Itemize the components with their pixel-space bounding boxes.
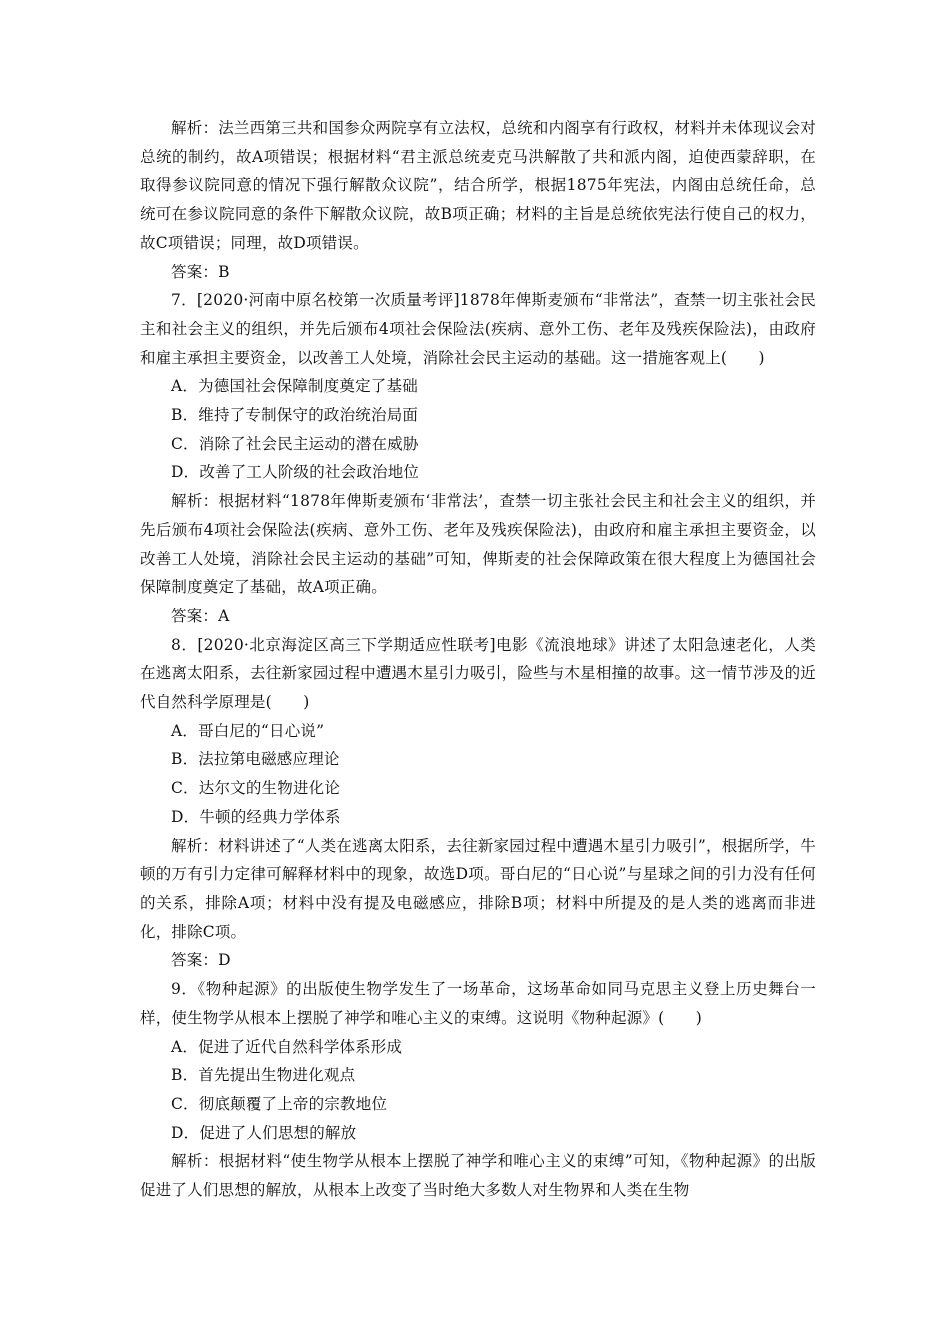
document-page — [140, 114, 816, 1205]
question-7: 7．[2020·河南中原名校第一次质量考评]1878年俾斯麦颁布“非常法”，查禁一切主张社会民主和社会主义的组织，并先后颁布4项社会保险法(疾病、意外工伤、老年及残疾保险法)，由政府和雇主承担主要资金，以改善工人处境，消除社会民主运动的基础。这一措施客观上( ) — [140, 291, 816, 367]
question-8-option-c: C．达尔文的生物进化论 — [171, 779, 341, 798]
answer-6: 答案：B — [171, 262, 230, 281]
question-8-option-d: D．牛顿的经典力学体系 — [171, 807, 341, 826]
answer-7: 答案：A — [171, 606, 230, 625]
question-7-option-a: A．为德国社会保障制度奠定了基础 — [171, 377, 418, 396]
question-9-option-d: D．促进了人们思想的解放 — [171, 1123, 357, 1142]
analysis-paragraph-9: 解析：根据材料“使生物学从根本上摆脱了神学和唯心主义的束缚”可知，《物种起源》的出版促进了人们思想的解放，从根本上改变了当时绝大多数人对生物界和人类在生物 — [140, 1152, 816, 1200]
analysis-paragraph-7: 解析：根据材料“1878年俾斯麦颁布‘非常法’，查禁一切主张社会民主和社会主义的组织，并先后颁布4项社会保险法(疾病、意外工伤、老年及残疾保险法)，由政府和雇主承担主要资金，以改善工人处境，消除社会民主运动的基础”可知，俾斯麦的社会保障政策在很大程度上为德国社会保障制度奠定了基础，故A项正确。 — [140, 492, 816, 597]
answer-8: 答案：D — [171, 951, 231, 970]
question-9: 9．《物种起源》的出版使生物学发生了一场革命，这场革命如同马克思主义登上历史舞台一样，使生物学从根本上摆脱了神学和唯心主义的束缚。这说明《物种起源》( ) — [140, 980, 816, 1027]
question-8: 8．[2020·北京海淀区高三下学期适应性联考]电影《流浪地球》讲述了太阳急速老化，人类在逃离太阳系，去往新家园过程中遭遇木星引力吸引，险些与木星相撞的故事。这一情节涉及的近代自然科学原理是( ) — [140, 635, 816, 712]
question-8-option-a: A．哥白尼的“日心说” — [171, 721, 325, 740]
question-8-option-b: B．法拉第电磁感应理论 — [171, 750, 340, 769]
analysis-paragraph-6: 解析：法兰西第三共和国参众两院享有立法权，总统和内阁享有行政权，材料并未体现议会对总统的制约，故A项错误；根据材料“君主派总统麦克马洪解散了共和派内阁，迫使西蒙辞职，在取得参议院同意的情况下强行解散众议院”，结合所学，根据1875年宪法，内阁由总统任命，总统可在参议院同意的条件下解散众议院，故B项正确；材料的主旨是总统依宪法行使自己的权力，故C项错误；同理，故D项错误。 — [140, 119, 816, 252]
question-9-option-a: A．促进了近代自然科学体系形成 — [171, 1037, 403, 1056]
question-9-option-c: C．彻底颠覆了上帝的宗教地位 — [171, 1094, 388, 1113]
analysis-paragraph-8: 解析：材料讲述了“人类在逃离太阳系，去往新家园过程中遭遇木星引力吸引”，根据所学，牛顿的万有引力定律可解释材料中的现象，故选D项。哥白尼的“日心说”与星球之间的引力没有任何的关系，排除A项；材料中没有提及电磁感应，排除B项；材料中所提及的是人类的逃离而非进化，排除C项。 — [140, 836, 816, 941]
question-7-option-b: B．维持了专制保守的政治统治局面 — [171, 406, 419, 425]
question-7-option-d: D．改善了工人阶级的社会政治地位 — [171, 463, 420, 482]
question-9-option-b: B．首先提出生物进化观点 — [171, 1066, 356, 1085]
question-7-option-c: C．消除了社会民主运动的潜在威胁 — [171, 434, 419, 453]
